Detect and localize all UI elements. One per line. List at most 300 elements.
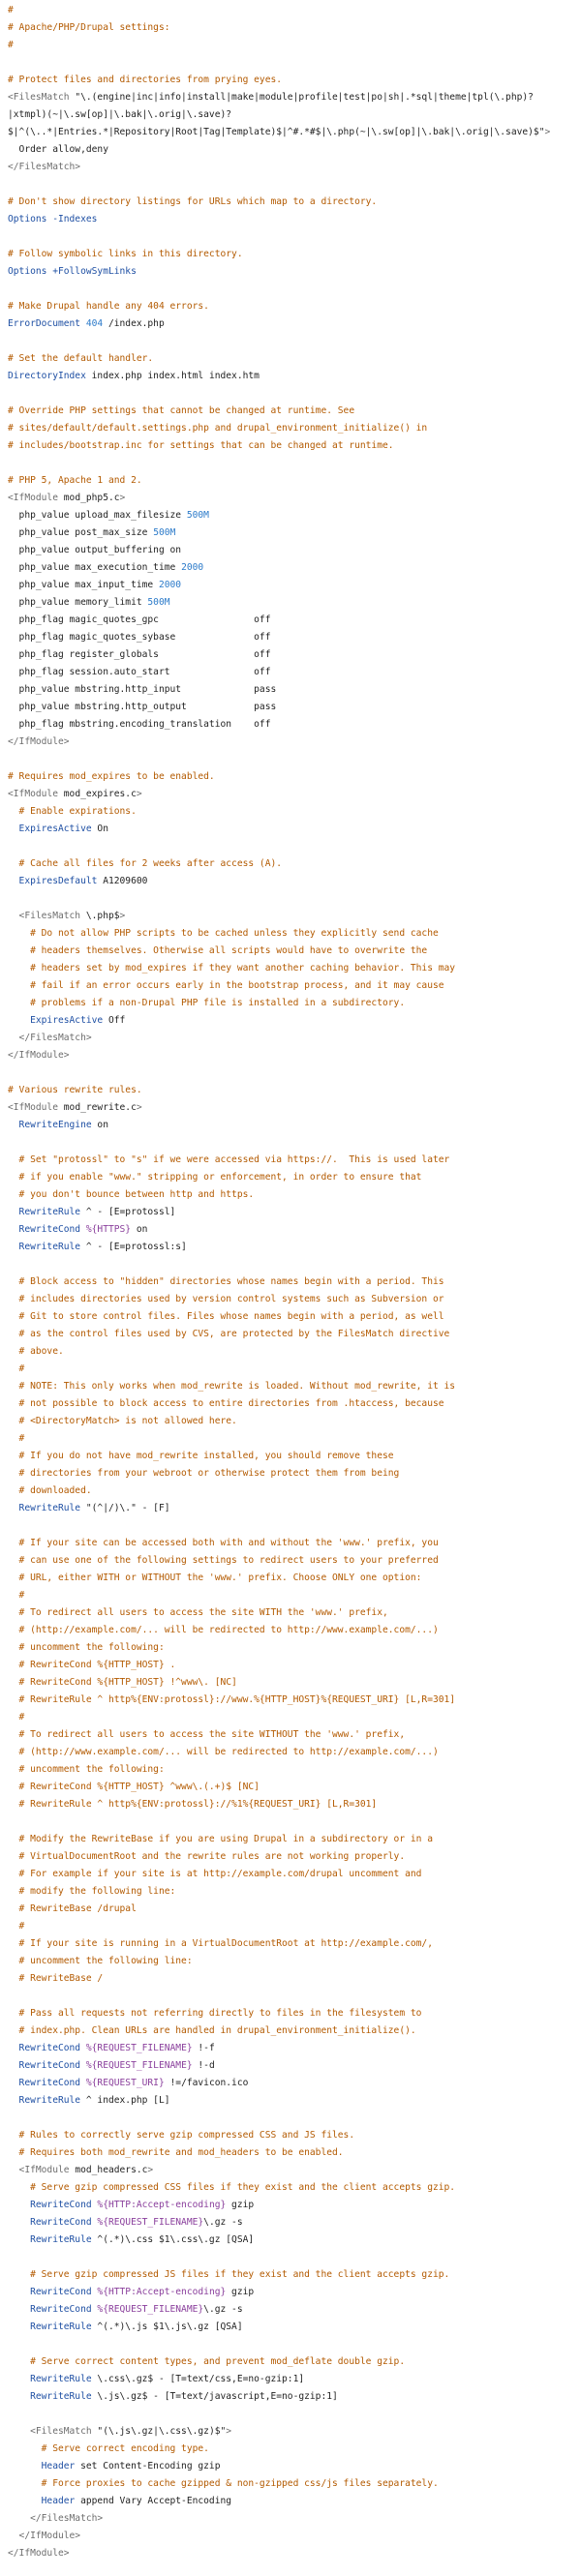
code-token-text: |xtmpl)(~|\.sw[op]|\.bak|\.orig|\.save)? [8, 109, 232, 120]
code-line [0, 2353, 581, 2371]
code-token-comment: # Cache all files for 2 weeks after access (A). [8, 858, 283, 869]
code-line [0, 403, 581, 420]
code-line [0, 1604, 581, 1622]
code-line [0, 1500, 581, 1517]
code-token-comment: # <DirectoryMatch> is not allowed here. [8, 1416, 237, 1426]
code-line [0, 1047, 581, 1064]
code-token-text: append Vary Accept-Encoding [75, 2496, 232, 2506]
code-line [0, 734, 581, 751]
code-token-comment: # uncomment the following: [8, 1764, 165, 1775]
code-token-text: php_value mbstring.http_input pass [8, 684, 277, 695]
code-line [0, 2510, 581, 2528]
code-token-comment: # [8, 1363, 25, 1374]
code-line [0, 298, 581, 315]
code-line [0, 1413, 581, 1430]
code-token-var: %{HTTPS} [85, 1224, 132, 1235]
code-line [0, 2162, 581, 2179]
code-line [0, 1918, 581, 1935]
code-token-comment: # uncomment the following line: [8, 1956, 193, 1966]
code-line [0, 159, 581, 176]
code-token-num: 500M [147, 597, 170, 608]
code-token-comment: # [8, 40, 14, 50]
code-line [0, 1134, 581, 1152]
code-token-comment: # sites/default/default.settings.php and drupal_environment_initialize() in [8, 423, 428, 434]
code-token-comment: # modify the following line: [8, 1886, 176, 1897]
code-line [0, 2284, 581, 2301]
code-line [0, 19, 581, 37]
code-line [0, 2406, 581, 2423]
code-line [0, 751, 581, 768]
code-token-directive: RewriteRule [8, 2374, 92, 2384]
code-token-directive: RewriteRule [8, 2391, 92, 2402]
code-token-text: mod_rewrite.c [63, 1102, 137, 1113]
code-line [0, 141, 581, 159]
code-token-comment: # Force proxies to cache gzipped & non-gzipped css/js files separately. [8, 2478, 439, 2489]
code-line [0, 577, 581, 594]
code-line [0, 2493, 581, 2510]
code-line [0, 1256, 581, 1273]
code-token-text: \.css\.gz$ - [T=text/css,E=no-gzip:1] [91, 2374, 305, 2384]
code-token-comment: # For example if your site is at http://example.com/drupal uncomment and [8, 1869, 422, 1879]
code-token-comment: # index.php. Clean URLs are handled in drupal_environment_initialize(). [8, 2025, 416, 2036]
code-token-tag: </IfModule> [8, 1050, 70, 1061]
code-token-directive: RewriteCond [8, 2200, 92, 2210]
code-token-comment: # Requires both mod_rewrite and mod_headers to be enabled. [8, 2147, 344, 2158]
code-token-directive: RewriteRule [8, 1207, 81, 1217]
code-token-comment: # Serve correct content types, and prevent mod_deflate double gzip. [8, 2356, 406, 2367]
code-token-text: \.gz -s [203, 2217, 243, 2228]
code-token-text: index.php index.html index.htm [85, 371, 260, 381]
code-token-text: on [91, 1120, 108, 1130]
code-token-comment: # RewriteCond %{HTTP_HOST} ^www\.(.+)$ [NC] [8, 1782, 260, 1792]
code-line [0, 1082, 581, 1099]
code-token-var: %{HTTP:Accept-encoding} [97, 2200, 227, 2210]
code-line [0, 2, 581, 19]
code-token-var: %{REQUEST_FILENAME} [97, 2304, 204, 2315]
code-line [0, 37, 581, 54]
code-line [0, 2075, 581, 2092]
code-line [0, 1935, 581, 1953]
code-line [0, 89, 581, 106]
code-token-comment: # VirtualDocumentRoot and the rewrite rules are not working properly. [8, 1851, 406, 1862]
code-token-text: "(^|/)\." - [F] [80, 1503, 170, 1513]
code-line [0, 1483, 581, 1500]
code-line [0, 1221, 581, 1239]
code-token-text: php_flag register_globals off [8, 649, 271, 660]
code-token-comment: # Serve gzip compressed CSS files if they exist and the client accepts gzip. [8, 2182, 456, 2193]
code-line [0, 1709, 581, 1726]
code-token-text: php_value memory_limit [8, 597, 148, 608]
code-token-text: /index.php [103, 318, 165, 329]
code-line [0, 2441, 581, 2458]
code-token-directive: RewriteRule [8, 1242, 81, 1252]
code-line [0, 2022, 581, 2040]
code-line [0, 1186, 581, 1204]
code-token-comment: # headers set by mod_expires if they want another caching behavior. This may [8, 963, 456, 973]
code-line [0, 1361, 581, 1378]
code-token-tag: > [119, 493, 126, 503]
code-token-comment: # Serve gzip compressed JS files if they exist and the client accepts gzip. [8, 2269, 450, 2280]
code-line [0, 1848, 581, 1866]
code-token-comment: # Rules to correctly serve gzip compressed CSS and JS files. [8, 2130, 355, 2141]
code-line [0, 1308, 581, 1326]
code-token-comment: # (http://www.example.com/... will be redirected to http://example.com/...) [8, 1747, 439, 1757]
code-line [0, 1152, 581, 1169]
code-token-text: \.js\.gz$ - [T=text/javascript,E=no-gzip:1] [91, 2391, 338, 2402]
code-line [0, 2197, 581, 2214]
code-token-comment: # [8, 1590, 25, 1601]
code-line [0, 995, 581, 1012]
code-token-comment: # URL, either WITH or WITHOUT the 'www.' prefix. Choose ONLY one option: [8, 1573, 422, 1583]
code-token-comment: # downloaded. [8, 1485, 92, 1496]
code-token-text: on [131, 1224, 148, 1235]
code-token-text: Off [103, 1015, 126, 1026]
code-line [0, 1953, 581, 1970]
code-line [0, 1064, 581, 1082]
code-line [0, 1465, 581, 1483]
code-line [0, 1813, 581, 1831]
code-token-num: 500M [186, 510, 209, 521]
code-line [0, 315, 581, 333]
code-line [0, 1517, 581, 1535]
code-line [0, 228, 581, 246]
code-token-directive: ErrorDocument [8, 318, 86, 329]
code-line [0, 1901, 581, 1918]
code-line [0, 1099, 581, 1117]
code-token-comment: # RewriteBase /drupal [8, 1903, 137, 1914]
code-token-comment: # Do not allow PHP scripts to be cached unless they explicitly send cache [8, 928, 439, 939]
code-token-directive: RewriteRule [8, 2234, 92, 2245]
code-line [0, 1326, 581, 1343]
code-line [0, 1779, 581, 1796]
code-line [0, 1726, 581, 1744]
code-token-tag: <IfModule [8, 493, 64, 503]
code-line [0, 176, 581, 194]
code-token-comment: # includes/bootstrap.inc for settings that can be changed at runtime. [8, 440, 394, 451]
code-token-comment: # above. [8, 1346, 64, 1357]
code-line [0, 681, 581, 699]
code-line [0, 2336, 581, 2353]
code-line [0, 1204, 581, 1221]
code-token-comment: # not possible to block access to entire directories from .htaccess, because [8, 1398, 444, 1409]
code-line [0, 768, 581, 786]
code-line [0, 350, 581, 368]
code-token-text: A1209600 [97, 876, 148, 886]
code-line [0, 943, 581, 960]
code-line [0, 890, 581, 908]
code-line [0, 1570, 581, 1587]
code-token-text: ^ - [E=protossl:s] [80, 1242, 187, 1252]
code-token-directive: Options +FollowSymLinks [8, 266, 137, 277]
code-token-comment: # PHP 5, Apache 1 and 2. [8, 475, 142, 486]
code-token-directive: RewriteCond [8, 2217, 92, 2228]
code-token-var: %{REQUEST_FILENAME} [85, 2043, 193, 2053]
code-token-comment: # Pass all requests not referring directly to files in the filesystem to [8, 2008, 422, 2019]
code-line [0, 1343, 581, 1361]
code-token-text: gzip [226, 2200, 255, 2210]
code-line [0, 72, 581, 89]
code-line [0, 2144, 581, 2162]
code-line [0, 2319, 581, 2336]
code-token-text: "(\.js\.gz|\.css\.gz)$" [97, 2426, 227, 2437]
code-line [0, 664, 581, 681]
code-line [0, 1866, 581, 1883]
code-token-comment: # you don't bounce between http and https. [8, 1189, 255, 1200]
code-line [0, 542, 581, 559]
code-line [0, 1448, 581, 1465]
code-token-directive: RewriteCond [8, 2060, 81, 2071]
code-token-comment: # Make Drupal handle any 404 errors. [8, 301, 209, 312]
code-token-text: php_value output_buffering on [8, 545, 182, 555]
code-line [0, 838, 581, 855]
code-token-directive: RewriteCond [8, 2043, 81, 2053]
code-line [0, 2179, 581, 2197]
code-token-comment: # Follow symbolic links in this directory. [8, 249, 243, 259]
code-token-comment: # Serve correct encoding type. [8, 2443, 209, 2454]
code-line [0, 1639, 581, 1657]
code-token-text: php_flag session.auto_start off [8, 667, 271, 677]
code-line [0, 1692, 581, 1709]
code-token-directive: RewriteRule [8, 2321, 92, 2332]
code-token-text: $|^(\..*|Entries.*|Repository|Root|Tag|Template)$|^#.*#$|\.php(~|\.sw[op]|\.bak|\.orig|\.save)$" [8, 127, 545, 137]
code-token-num: 500M [153, 527, 176, 538]
code-token-comment: # Apache/PHP/Drupal settings: [8, 22, 170, 33]
code-token-directive: RewriteCond [8, 1224, 81, 1235]
code-token-tag: </FilesMatch> [8, 162, 81, 172]
code-line [0, 1378, 581, 1395]
code-token-directive: RewriteEngine [8, 1120, 92, 1130]
code-token-tag: </IfModule> [8, 736, 70, 747]
code-line [0, 960, 581, 977]
code-token-text: php_flag mbstring.encoding_translation off [8, 719, 271, 730]
code-token-comment: # [8, 1433, 25, 1444]
code-token-comment: # if you enable "www." stripping or enforcement, in order to ensure that [8, 1172, 422, 1183]
code-line [0, 612, 581, 629]
code-token-var: %{REQUEST_FILENAME} [85, 2060, 193, 2071]
code-token-text: On [91, 824, 108, 834]
code-token-comment: # [8, 1921, 25, 1932]
code-token-comment: # Enable expirations. [8, 806, 137, 817]
code-token-tag: <FilesMatch [8, 92, 76, 103]
code-line [0, 2214, 581, 2232]
code-line [0, 2388, 581, 2406]
code-token-directive: RewriteRule [8, 2095, 81, 2106]
code-line [0, 1796, 581, 1813]
code-token-comment: # uncomment the following: [8, 1642, 165, 1653]
code-line [0, 263, 581, 281]
code-token-text: \.gz -s [203, 2304, 243, 2315]
code-line [0, 786, 581, 803]
code-line [0, 2005, 581, 2022]
code-line [0, 211, 581, 228]
code-token-tag: > [136, 789, 142, 799]
code-line [0, 472, 581, 490]
code-line [0, 1012, 581, 1030]
code-line [0, 716, 581, 734]
code-line [0, 1239, 581, 1256]
code-line [0, 106, 581, 124]
code-line [0, 194, 581, 211]
code-token-comment: # includes directories used by version control systems such as Subversion or [8, 1294, 444, 1304]
code-token-tag: > [136, 1102, 142, 1113]
code-token-comment: # RewriteCond %{HTTP_HOST} . [8, 1660, 176, 1670]
code-line [0, 821, 581, 838]
code-token-comment: # To redirect all users to access the site WITH the 'www.' prefix, [8, 1607, 388, 1618]
code-token-comment: # If you do not have mod_rewrite installed, you should remove these [8, 1451, 394, 1461]
code-line [0, 281, 581, 298]
code-line [0, 1587, 581, 1604]
code-line [0, 2092, 581, 2110]
code-line [0, 1883, 581, 1901]
code-token-tag: > [544, 127, 551, 137]
code-token-text: mod_expires.c [63, 789, 137, 799]
code-line [0, 1744, 581, 1761]
code-line [0, 385, 581, 403]
code-token-tag: > [226, 2426, 232, 2437]
code-line [0, 490, 581, 507]
code-token-num: 2000 [181, 562, 204, 573]
code-token-text: gzip [226, 2287, 255, 2297]
code-line [0, 699, 581, 716]
code-token-text: !-f [192, 2043, 215, 2053]
code-token-tag: <FilesMatch [8, 911, 86, 921]
code-token-text: php_flag magic_quotes_gpc off [8, 614, 271, 625]
code-line [0, 2458, 581, 2475]
code-token-tag: </IfModule> [8, 2548, 70, 2559]
code-line [0, 1970, 581, 1988]
code-line [0, 629, 581, 646]
code-token-comment: # Override PHP settings that cannot be changed at runtime. See [8, 405, 355, 416]
code-token-directive: Header [8, 2461, 76, 2471]
code-line [0, 1117, 581, 1134]
code-line [0, 124, 581, 141]
code-line [0, 2423, 581, 2441]
code-token-tag: </IfModule> [8, 2531, 81, 2541]
code-token-text: Order allow,deny [8, 144, 108, 155]
code-token-comment: # RewriteCond %{HTTP_HOST} !^www\. [NC] [8, 1677, 237, 1688]
code-token-directive: DirectoryIndex [8, 371, 86, 381]
code-token-tag: <FilesMatch [8, 2426, 98, 2437]
code-line [0, 594, 581, 612]
code-line [0, 908, 581, 925]
code-token-directive: ExpiresDefault [8, 876, 98, 886]
code-token-text: php_value post_max_size [8, 527, 154, 538]
code-line [0, 1622, 581, 1639]
code-token-comment: # Requires mod_expires to be enabled. [8, 771, 215, 782]
code-token-tag: <IfModule [8, 1102, 64, 1113]
code-token-comment: # Block access to "hidden" directories whose names begin with a period. This [8, 1276, 444, 1287]
code-line [0, 803, 581, 821]
code-token-tag: <IfModule [8, 789, 64, 799]
code-token-num: 2000 [158, 580, 182, 590]
code-token-tag: </FilesMatch> [8, 1033, 92, 1043]
code-line [0, 2266, 581, 2284]
code-line [0, 455, 581, 472]
code-line [0, 524, 581, 542]
code-line [0, 925, 581, 943]
code-token-comment: # Set the default handler. [8, 353, 154, 364]
code-line [0, 1535, 581, 1552]
code-token-text: ^(.*)\.css $1\.css\.gz [QSA] [91, 2234, 255, 2245]
code-line [0, 2475, 581, 2493]
code-line [0, 1030, 581, 1047]
code-token-text: ^ - [E=protossl] [80, 1207, 176, 1217]
code-token-comment: # To redirect all users to access the site WITHOUT the 'www.' prefix, [8, 1729, 406, 1740]
code-token-directive: RewriteCond [8, 2304, 92, 2315]
code-token-comment: # RewriteRule ^ http%{ENV:protossl}://%1%{REQUEST_URI} [L,R=301] [8, 1799, 378, 1810]
code-line [0, 1395, 581, 1413]
code-token-comment: # If your site can be accessed both with and without the 'www.' prefix, you [8, 1538, 439, 1548]
code-token-text: php_value max_input_time [8, 580, 159, 590]
code-token-text: ^(.*)\.js $1\.js\.gz [QSA] [91, 2321, 243, 2332]
code-line [0, 2249, 581, 2266]
code-token-text: php_value max_execution_time [8, 562, 182, 573]
code-token-text: !=/favicon.ico [164, 2078, 249, 2088]
code-token-directive: ExpiresActive [8, 824, 92, 834]
code-line [0, 2127, 581, 2144]
code-token-comment: # If your site is running in a VirtualDocumentRoot at http://example.com/, [8, 1938, 433, 1949]
code-token-num: 404 [85, 318, 104, 329]
code-token-comment: # Various rewrite rules. [8, 1085, 142, 1095]
code-token-comment: # as the control files used by CVS, are protected by the FilesMatch directive [8, 1329, 450, 1339]
code-token-directive: RewriteCond [8, 2078, 81, 2088]
code-line [0, 855, 581, 873]
code-line [0, 2110, 581, 2127]
code-line [0, 333, 581, 350]
code-token-comment: # fail if an error occurs early in the bootstrap process, and it may cause [8, 980, 444, 991]
code-token-text: php_flag magic_quotes_sybase off [8, 632, 271, 643]
code-line [0, 1674, 581, 1692]
code-token-comment: # Set "protossl" to "s" if we were accessed via https://. This is used later [8, 1154, 450, 1165]
code-token-tag: > [147, 2165, 154, 2175]
code-line [0, 1657, 581, 1674]
code-line [0, 646, 581, 664]
code-line [0, 977, 581, 995]
code-token-text: php_value mbstring.http_output pass [8, 702, 277, 712]
code-token-comment: # problems if a non-Drupal PHP file is installed in a subdirectory. [8, 998, 406, 1008]
code-line [0, 246, 581, 263]
code-line [0, 1988, 581, 2005]
code-token-text: "\.(engine|inc|info|install|make|module|profile|test|po|sh|.*sql|theme|tpl(\.php)? [75, 92, 534, 103]
code-token-text: set Content-Encoding gzip [75, 2461, 221, 2471]
code-line [0, 2232, 581, 2249]
code-line [0, 559, 581, 577]
code-line [0, 368, 581, 385]
code-line [0, 2040, 581, 2057]
code-line [0, 2301, 581, 2319]
code-token-text: mod_headers.c [75, 2165, 148, 2175]
code-token-text: mod_php5.c [63, 493, 120, 503]
code-token-var: %{HTTP:Accept-encoding} [97, 2287, 227, 2297]
code-token-comment: # Don't show directory listings for URLs which map to a directory. [8, 196, 378, 207]
code-token-comment: # can use one of the following settings to redirect users to your preferred [8, 1555, 439, 1566]
code-token-var: %{REQUEST_FILENAME} [97, 2217, 204, 2228]
code-line [0, 54, 581, 72]
code-token-comment: # NOTE: This only works when mod_rewrite is loaded. Without mod_rewrite, it is [8, 1381, 456, 1392]
code-token-text: \.php$ [85, 911, 120, 921]
code-token-tag: <IfModule [8, 2165, 76, 2175]
code-line [0, 1291, 581, 1308]
code-token-comment: # RewriteRule ^ http%{ENV:protossl}://www.%{HTTP_HOST}%{REQUEST_URI} [L,R=301] [8, 1694, 456, 1705]
code-token-text: !-d [192, 2060, 215, 2071]
code-line [0, 873, 581, 890]
code-token-text: php_value upload_max_filesize [8, 510, 187, 521]
code-token-directive: RewriteRule [8, 1503, 81, 1513]
code-line [0, 507, 581, 524]
code-line [0, 2371, 581, 2388]
code-token-comment: # RewriteBase / [8, 1973, 104, 1984]
code-token-var: %{REQUEST_URI} [85, 2078, 165, 2088]
